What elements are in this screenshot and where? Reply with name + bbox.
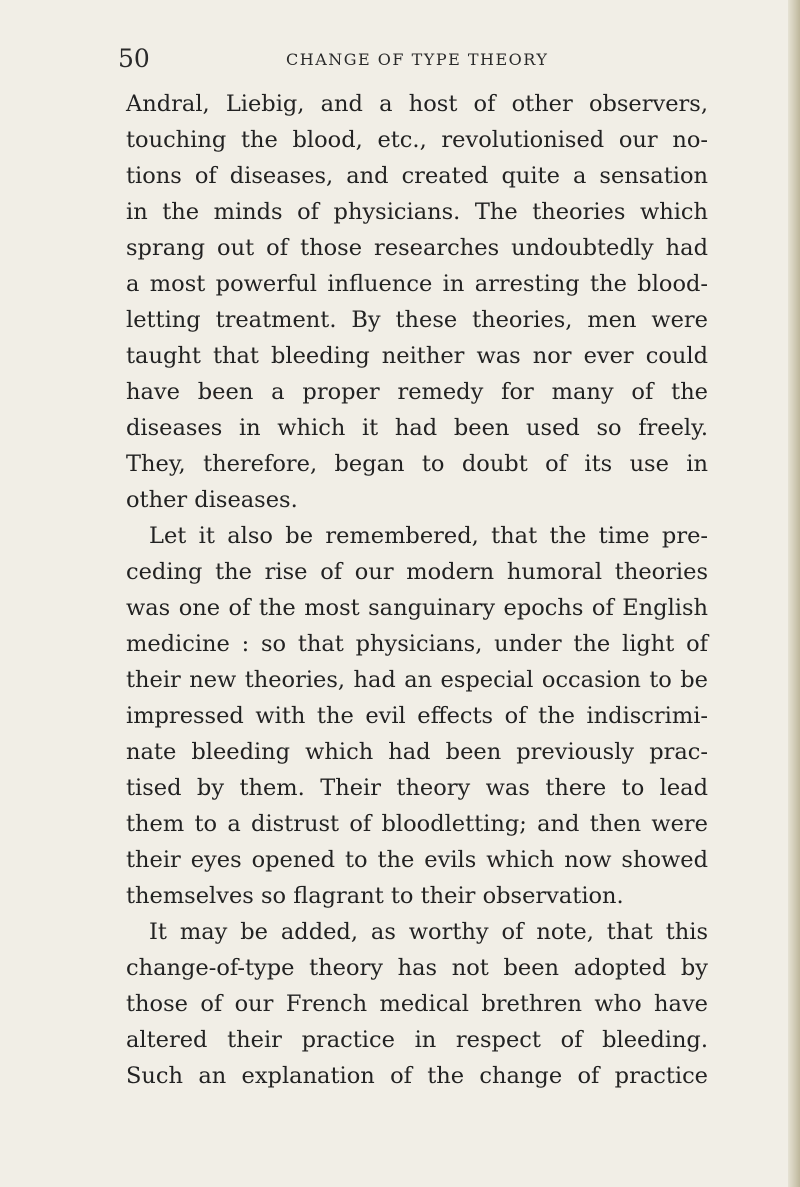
text-line: themselves so flagrant to their observation.: [126, 883, 624, 909]
running-title: CHANGE OF TYPE THEORY: [286, 50, 549, 69]
text-line: change-of-type theory has not been adopted by: [126, 955, 708, 981]
text-line: their eyes opened to the evils which now showed: [126, 847, 708, 873]
text-line: sprang out of those researches undoubtedly had: [126, 235, 708, 261]
text-line: their new theories, had an especial occasion to be: [126, 667, 708, 693]
text-line: touching the blood, etc., revolutionised our no-: [126, 127, 708, 153]
text-line: tised by them. Their theory was there to lead: [126, 775, 708, 801]
text-line: taught that bleeding neither was nor ever could: [126, 343, 708, 369]
text-line: was one of the most sanguinary epochs of English: [126, 595, 708, 621]
text-line: letting treatment. By these theories, men were: [126, 307, 708, 333]
text-line: a most powerful influence in arresting the blood-: [126, 271, 708, 297]
text-line: them to a distrust of bloodletting; and then were: [126, 811, 708, 837]
page-header: [118, 44, 718, 74]
text-line: nate bleeding which had been previously prac-: [126, 739, 708, 765]
text-line: tions of diseases, and created quite a sensation: [126, 163, 708, 189]
text-line: altered their practice in respect of bleeding.: [126, 1027, 708, 1053]
text-line: Andral, Liebig, and a host of other observers,: [126, 91, 708, 117]
page-number: 50: [118, 44, 150, 73]
text-line: impressed with the evil effects of the indiscrimi-: [126, 703, 708, 729]
text-line: have been a proper remedy for many of the: [126, 379, 708, 405]
text-line: Let it also be remembered, that the time pre-: [149, 523, 708, 549]
text-line: It may be added, as worthy of note, that this: [149, 919, 708, 945]
page-edge-shadow: [788, 0, 800, 1187]
text-line: medicine : so that physicians, under the light of: [126, 631, 708, 657]
text-line: in the minds of physicians. The theories which: [126, 199, 708, 225]
text-line: diseases in which it had been used so freely.: [126, 415, 708, 441]
text-line: ceding the rise of our modern humoral theories: [126, 559, 708, 585]
text-line: those of our French medical brethren who have: [126, 991, 708, 1017]
text-line: They, therefore, began to doubt of its use in: [126, 451, 708, 477]
text-line: other diseases.: [126, 487, 298, 513]
text-line: Such an explanation of the change of practice: [126, 1063, 708, 1089]
